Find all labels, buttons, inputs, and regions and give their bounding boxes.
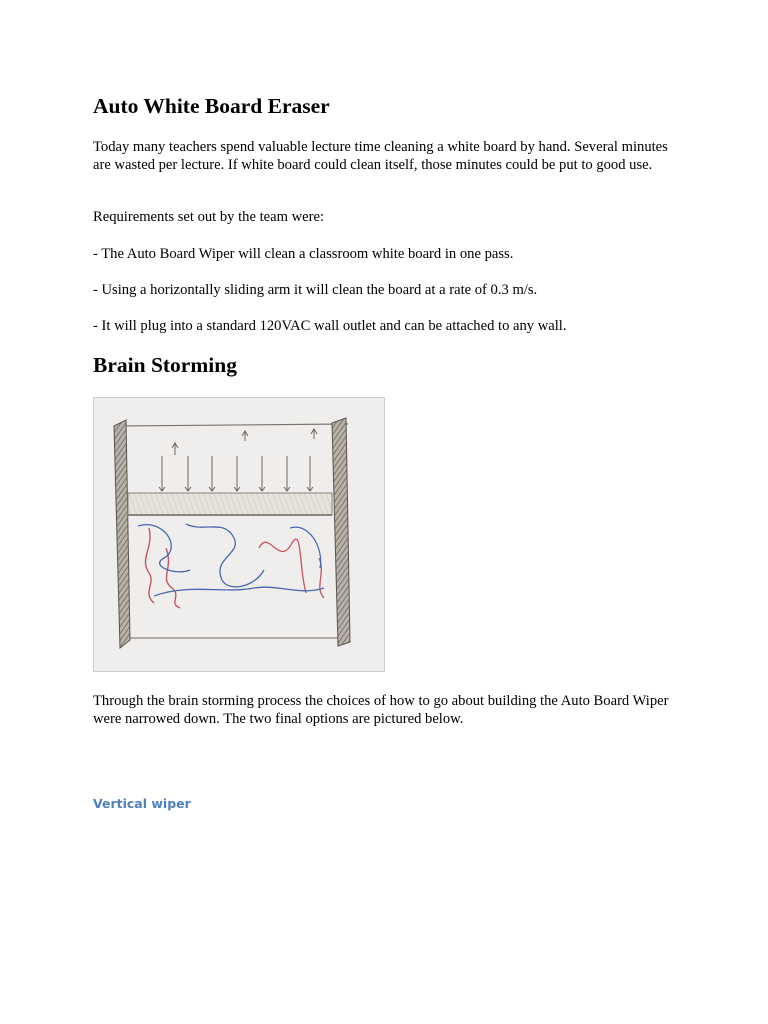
document-title: Auto White Board Eraser	[93, 94, 330, 118]
brainstorm-paragraph: Through the brain storming process the choices of how to go about building the Auto Board Wiper were narrowed down. The two final options are pictured below.	[93, 693, 669, 727]
brainstorm-sketch-image	[93, 397, 385, 672]
subsection-heading-vertical-wiper: Vertical wiper	[93, 796, 191, 811]
requirement-item: - It will plug into a standard 120VAC wall outlet and can be attached to any wall.	[93, 318, 567, 334]
requirement-item: - Using a horizontally sliding arm it will clean the board at a rate of 0.3 m/s.	[93, 282, 538, 298]
intro-paragraph: Today many teachers spend valuable lecture time cleaning a white board by hand. Several minutes are wasted per lecture. If white board could clean itself, those minutes could be put to good use.	[93, 139, 668, 173]
requirements-intro: Requirements set out by the team were:	[93, 209, 324, 225]
section-heading-brain-storming: Brain Storming	[93, 353, 237, 377]
requirement-item: - The Auto Board Wiper will clean a classroom white board in one pass.	[93, 246, 514, 262]
